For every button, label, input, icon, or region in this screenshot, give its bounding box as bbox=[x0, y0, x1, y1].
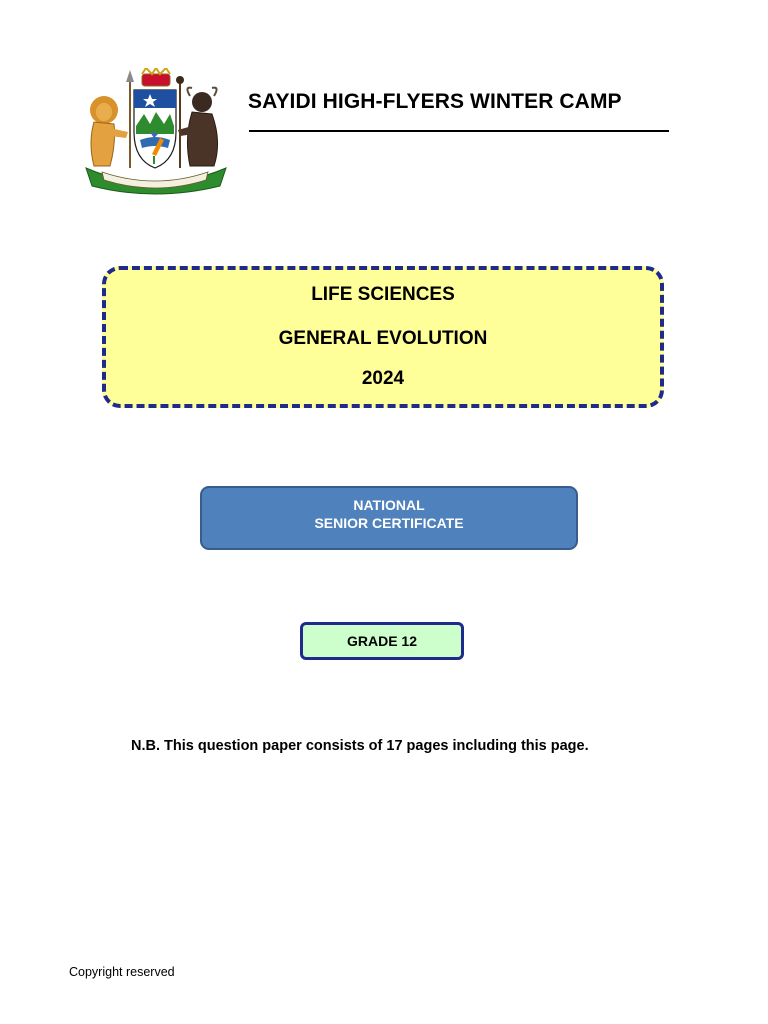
header-divider bbox=[249, 130, 669, 132]
certificate-box bbox=[200, 486, 578, 550]
subject-box bbox=[102, 266, 664, 408]
grade-box: GRADE 12 bbox=[300, 622, 464, 660]
subject-title: LIFE SCIENCES bbox=[311, 284, 455, 305]
exam-year: 2024 bbox=[361, 368, 405, 389]
page-count-note: N.B. This question paper consists of 17 pages including this page. bbox=[131, 738, 589, 754]
topic-title: GENERAL EVOLUTION bbox=[278, 328, 488, 349]
document-header-title: SAYIDI HIGH-FLYERS WINTER CAMP bbox=[248, 90, 622, 113]
copyright-footer: Copyright reserved bbox=[69, 965, 175, 979]
certificate-line-2: SENIOR CERTIFICATE bbox=[314, 515, 464, 531]
certificate-line-1: NATIONAL bbox=[353, 497, 425, 513]
coat-of-arms-icon bbox=[80, 68, 230, 198]
